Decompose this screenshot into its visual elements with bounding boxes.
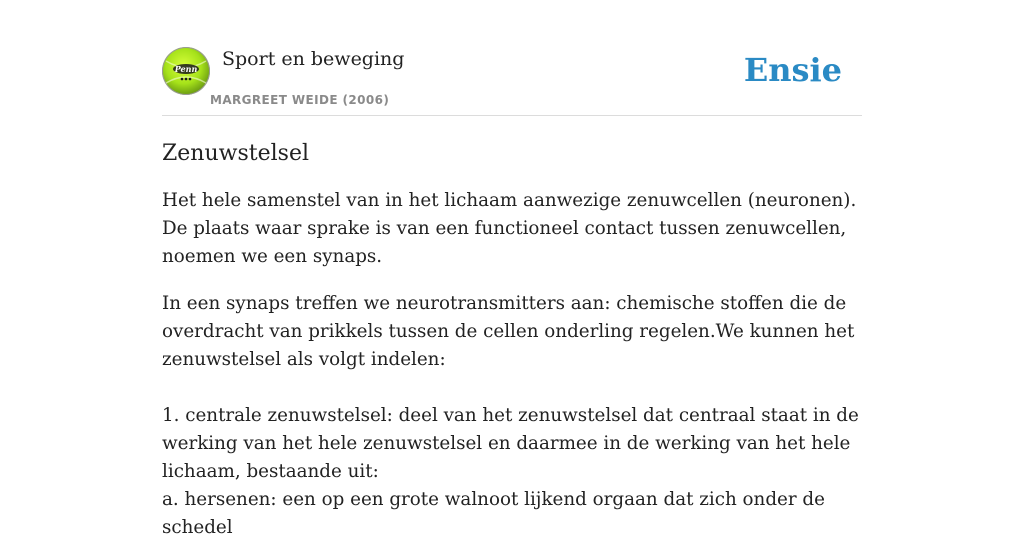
entry-header <box>162 46 862 116</box>
article-paragraph: In een synaps treffen we neurotransmitters aan: chemische stoffen die de overdracht van prikkels tussen de cellen onderling regelen.We kunnen het zenuwstelsel als volgt indelen: 1. centrale zenuwstelsel: deel van het zenuwstelsel dat centraal staat in de werking van het hele zenuwstelsel en daarmee in de werking van het hele lichaam, bestaande uit: a. hersenen: een op een grote walnoot lijkend orgaan dat zich onder de schedel <box>162 293 859 538</box>
brand-logo[interactable]: Ensie <box>743 51 842 89</box>
article-title: Zenuwstelsel <box>162 141 310 166</box>
avatar-logo-text: Penn <box>174 64 198 74</box>
article-paragraph: Het hele samenstel van in het lichaam aanwezige zenuwcellen (neuronen). De plaats waar sprake is van een functioneel contact tussen zenuwcellen, noemen we een synaps. <box>162 190 857 267</box>
author-name[interactable]: MARGREET WEIDE (2006) <box>210 93 390 107</box>
tennis-ball-icon <box>162 47 210 95</box>
article-content <box>162 136 872 542</box>
author-avatar[interactable] <box>162 47 210 95</box>
category-title[interactable]: Sport en beweging <box>222 48 405 70</box>
